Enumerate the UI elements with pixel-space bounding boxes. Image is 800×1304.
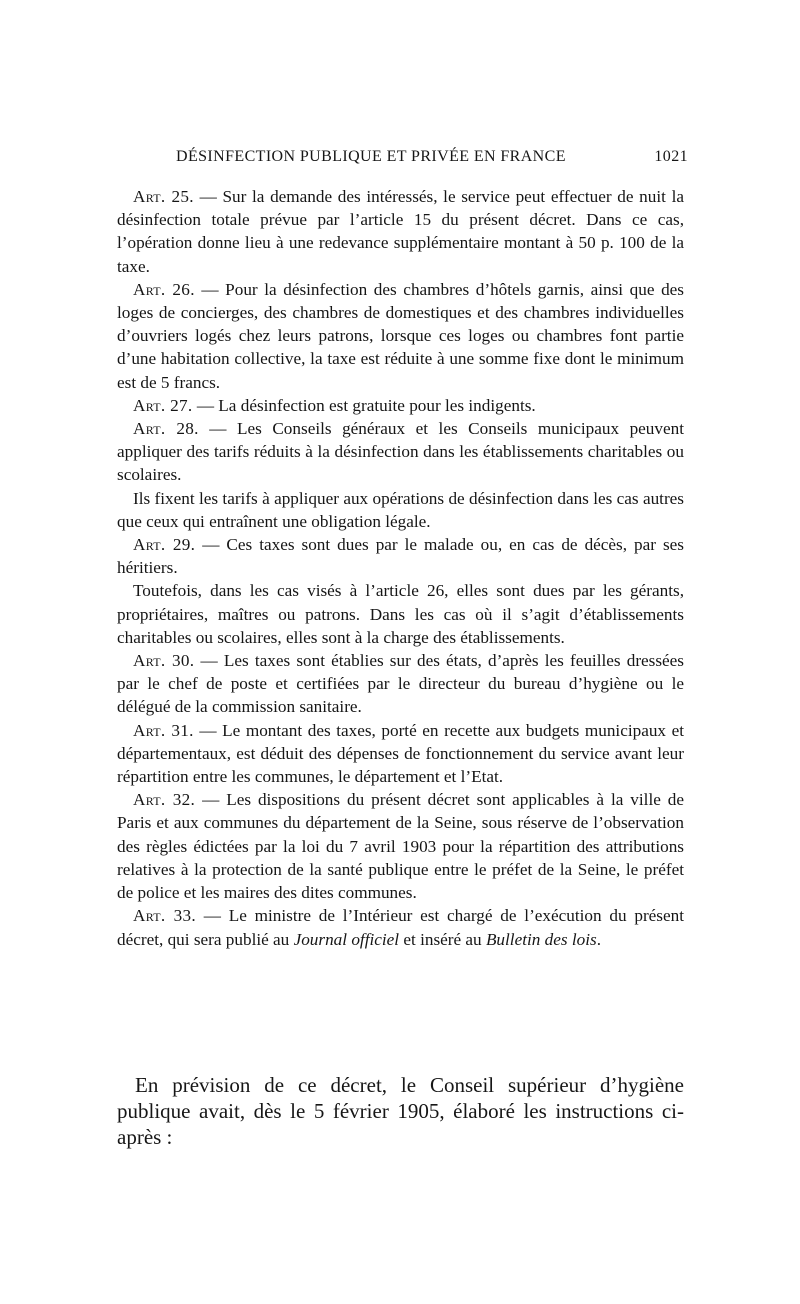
article-26 [117,278,684,394]
article-32 [117,788,684,904]
article-text: — Ces taxes sont dues par le malade ou, en cas de décès, par ses héritiers. [117,535,684,578]
article-label: Art. 31. [133,720,194,740]
article-text: — Sur la demande des intéressés, le service peut effectuer de nuit la désinfection totale prévue par l’article 15 du présent décret. Dans ce cas, l’opération donne lieu à une redevance supplémentaire montant à 50 p. 100 de la taxe. [117,187,684,276]
article-31 [117,719,684,789]
article-label: Art. 33. [133,906,196,926]
closing-paragraph: En prévision de ce décret, le Conseil supérieur d’hygiène publique avait, dès le 5 février 1905, élaboré les instructions ci-après : [117,1073,684,1149]
running-title: DÉSINFECTION PUBLIQUE ET PRIVÉE EN FRANCE [176,148,566,165]
article-text: — La désinfection est gratuite pour les indigents. [196,395,536,415]
article-27 [117,394,684,417]
bulletin-des-lois-title: Bulletin des lois [485,929,597,949]
article-text: — Le ministre de l’Intérieur est chargé de l’exécution du présent décret, qui sera publié au [117,906,684,949]
article-text-continued: et inséré au [399,929,486,949]
article-label: Art. 30. [133,651,195,671]
article-label: Art. 29. [133,535,196,555]
paragraph-text: Toutefois, dans les cas visés à l’article 26, elles sont dues par les gérants, propriétaires, maîtres ou patrons. Dans les cas où il s’agit d’établissements charitables ou scolaires, elles sont à la charge des établissements. [117,581,684,647]
article-25 [117,185,684,278]
article-label: Art. 26. [133,279,195,299]
article-text: — Les Conseils généraux et les Conseils municipaux peuvent appliquer des tarifs réduits à la désinfection dans les établissements charitables ou scolaires. [117,419,684,485]
article-text: — Pour la désinfection des chambres d’hôtels garnis, ainsi que des loges de concierges, des chambres de domestiques et des chambres individuelles d’ouvriers logés chez leurs patrons, lorsque ces loges ou chambres font partie d’une habitation collective, la taxe est réduite à une somme fixe dont le minimum est de 5 francs. [117,279,684,392]
article-label: Art. 27. [133,395,193,415]
article-30 [117,649,684,719]
article-text: — Le montant des taxes, porté en recette aux budgets municipaux et départementaux, est déduit des dépenses de fonctionnement du service avant leur répartition entre les communes, le département et l’Etat. [117,720,684,787]
paragraph-text: Ils fixent les tarifs à appliquer aux opérations de désinfection dans les cas autres que ceux qui entraînent une obligation légale. [117,488,684,531]
article-29 [117,533,684,579]
article-label: Art. 32. [133,790,196,810]
article-text: — Les dispositions du présent décret sont applicables à la ville de Paris et aux communes du département de la Seine, sous réserve de l’observation des règles édictées par la loi du 7 avril 1903 pour la répartition des attributions relatives à la protection de la santé publique entre le préfet de la Seine, le préfet de police et les maires des dites communes. [117,790,685,903]
page-number: 1021 [654,148,688,165]
article-label: Art. 25. [133,187,194,206]
article-28-continued [117,487,684,533]
article-text-end: . [596,929,601,949]
article-text: — Les taxes sont établies sur des états, d’après les feuilles dressées par le chef de poste et certifiées par le directeur du bureau d’hygiène ou le délégué de la commission sanitaire. [117,651,684,717]
article-33 [117,904,684,950]
articles-body [117,185,684,951]
article-28 [117,417,684,487]
article-29-continued [117,579,684,649]
article-label: Art. 28. [133,419,199,439]
journal-officiel-title: Journal officiel [293,929,400,949]
